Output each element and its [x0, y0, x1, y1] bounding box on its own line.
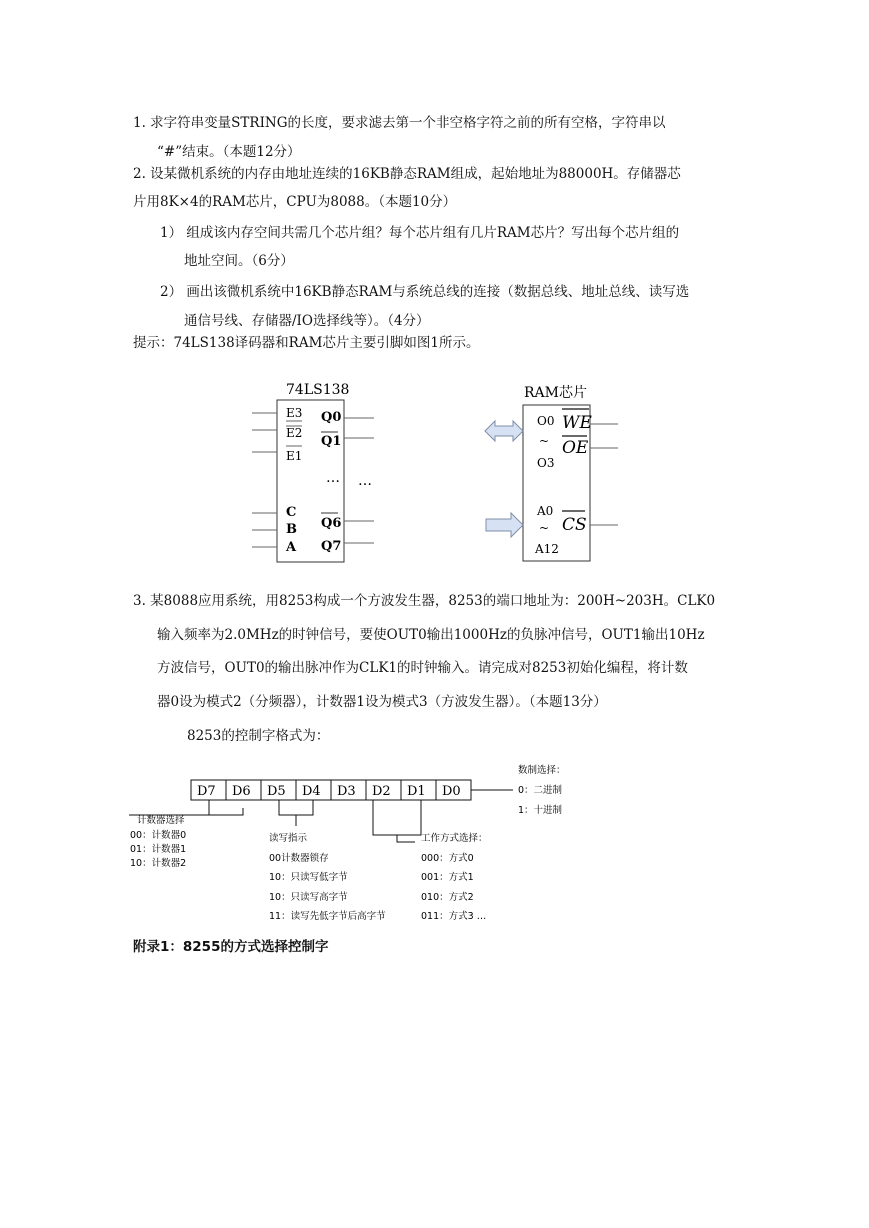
- numsys-title: 数制选择：: [518, 765, 566, 776]
- bit-d2: D2: [372, 784, 391, 799]
- counter-select-title: 计数器选择: [137, 815, 185, 826]
- rw-title: 读写指示: [269, 833, 308, 844]
- q2-sub2-line-1: 2） 画出该微机系统中16KB静态RAM与系统总线的连接（数据总线、地址总线、读写选: [160, 284, 690, 300]
- pin-q0: Q0: [321, 410, 342, 425]
- pin-q1: Q1: [321, 434, 342, 449]
- q1-line-1: 1. 求字符串变量STRING的长度，要求滤去第一个非空格字符之前的所有空格，字符串以: [133, 115, 666, 131]
- q2-line-1: 2. 设某微机系统的内存由地址连续的16KB静态RAM组成，起始地址为88000H。存储器芯: [133, 166, 681, 182]
- figure-1: [240, 375, 630, 565]
- q2-sub1-line-1: 1） 组成该内存空间共需几个芯片组？每个芯片组有几片RAM芯片？写出每个芯片组的: [160, 225, 680, 241]
- pin-a0: A0: [537, 504, 554, 518]
- mode-item-3: 011：方式3 …: [421, 911, 487, 922]
- bit-d0: D0: [442, 784, 461, 799]
- pin-we: WE: [562, 413, 592, 433]
- appendix-title: 附录1：8255的方式选择控制字: [133, 939, 329, 955]
- pin-o3: O3: [537, 456, 555, 470]
- pin-b: B: [286, 522, 297, 537]
- q3-line-3: 方波信号，OUT0的输出脉冲作为CLK1的时钟输入。请完成对8253初始化编程，将计数: [157, 660, 688, 676]
- rw-item-0: 00计数器锁存: [269, 853, 329, 864]
- pin-a12: A12: [535, 542, 559, 556]
- rw-item-2: 10：只读写高字节: [269, 892, 348, 903]
- q2-line-2: 片用8K×4的RAM芯片，CPU为8088。（本题10分）: [133, 194, 457, 210]
- pin-q7: Q7: [321, 539, 342, 554]
- ram-data-tilde: ~: [539, 434, 550, 448]
- mode-item-1: 001：方式1: [421, 872, 474, 883]
- bit-d5: D5: [267, 784, 286, 799]
- q3-line-2: 输入频率为2.0MHz的时钟信号，要使OUT0输出1000Hz的负脉冲信号，OUT1输出10Hz: [157, 627, 705, 643]
- numsys-item-0: 0：二进制: [518, 785, 563, 796]
- ram-title: RAM芯片: [524, 385, 587, 401]
- q3-line-1: 3. 某8088应用系统，用8253构成一个方波发生器，8253的端口地址为：200H~203H。CLK0: [133, 593, 716, 609]
- mode-item-2: 010：方式2: [421, 892, 474, 903]
- control-word-diagram: [125, 760, 595, 930]
- pin-oe: OE: [562, 438, 589, 458]
- pin-e3: E3: [286, 406, 303, 420]
- pin-e2: E2: [286, 426, 303, 440]
- q2-sub1-line-2: 地址空间。（6分）: [184, 253, 294, 269]
- rw-item-3: 11：读写先低字节后高字节: [269, 911, 386, 922]
- bit-d3: D3: [337, 784, 356, 799]
- decoder-title: 74LS138: [286, 382, 350, 398]
- mode-title: 工作方式选择：: [421, 833, 488, 844]
- ram-addr-tilde: ~: [539, 521, 550, 535]
- bit-d1: D1: [407, 784, 426, 799]
- decoder-ellipsis-outer: …: [358, 473, 372, 489]
- pin-cs: CS: [562, 515, 587, 535]
- bit-d6: D6: [232, 784, 251, 799]
- bit-d7: D7: [197, 784, 216, 799]
- pin-o0: O0: [537, 414, 555, 428]
- mode-item-0: 000：方式0: [421, 853, 474, 864]
- address-bus-arrow: [486, 513, 523, 537]
- decoder-ellipsis-inner: …: [326, 470, 340, 486]
- rw-item-1: 10：只读写低字节: [269, 872, 348, 883]
- bit-d4: D4: [302, 784, 321, 799]
- pin-a: A: [286, 540, 297, 555]
- numsys-item-1: 1：十进制: [518, 805, 563, 816]
- q3-line-4: 器0设为模式2（分频器），计数器1设为模式3（方波发生器）。（本题13分）: [157, 694, 607, 710]
- q1-line-2: “#”结束。（本题12分）: [157, 144, 301, 160]
- bit-row: [191, 780, 471, 800]
- counter-select-item-1: 01：计数器1: [130, 844, 187, 855]
- counter-select-item-0: 00：计数器0: [130, 830, 187, 841]
- counter-select-item-2: 10：计数器2: [130, 858, 187, 869]
- q2-sub2-line-2: 通信号线、存储器/IO选择线等）。（4分）: [184, 313, 430, 329]
- pin-c: C: [286, 505, 297, 520]
- q2-hint: 提示：74LS138译码器和RAM芯片主要引脚如图1所示。: [133, 335, 480, 351]
- pin-q6: Q6: [321, 516, 342, 531]
- q3-ctrl-title: 8253的控制字格式为：: [187, 728, 330, 744]
- data-bus-arrow: [485, 421, 523, 441]
- pin-e1: E1: [286, 449, 303, 463]
